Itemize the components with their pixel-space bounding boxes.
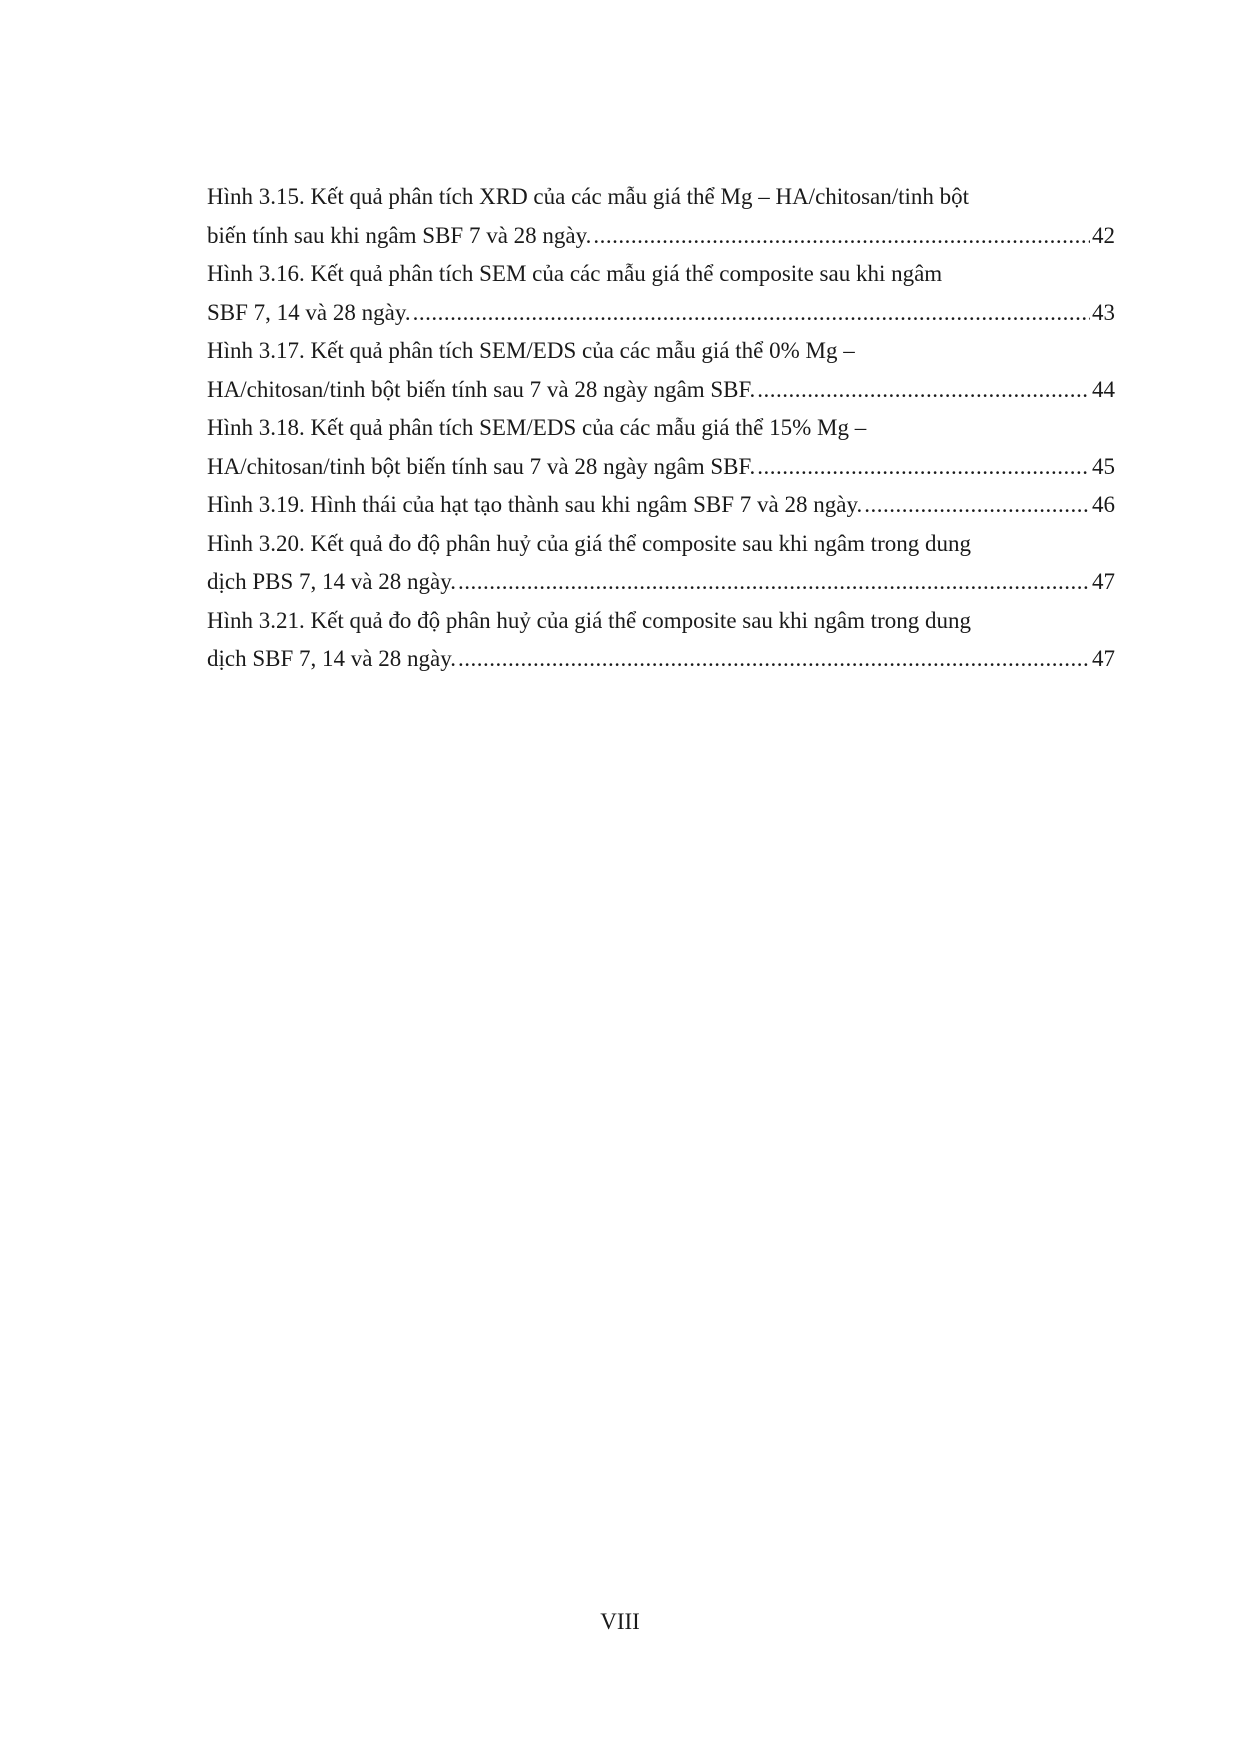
toc-page-number: 45	[1092, 453, 1115, 479]
toc-entry-title-continued: HA/chitosan/tinh bột biến tính sau 7 và 28 ngày ngâm SBF.	[207, 376, 756, 402]
toc-entry-line	[207, 448, 1115, 487]
toc-entry-title: Hình 3.19. Hình thái của hạt tạo thành sau khi ngâm SBF 7 và 28 ngày.	[207, 492, 863, 517]
dot-leader	[593, 217, 1090, 256]
dot-leader	[757, 448, 1090, 487]
toc-entry-3-21[interactable]	[207, 602, 1115, 679]
page-number-footer: VIII	[600, 1609, 640, 1634]
toc-entry-line	[207, 563, 1115, 602]
toc-page-number: 44	[1092, 376, 1115, 402]
toc-entry-title-continued: dịch PBS 7, 14 và 28 ngày.	[207, 569, 456, 594]
toc-entry-line	[207, 294, 1115, 333]
toc-entry-3-17[interactable]	[207, 332, 1115, 409]
toc-entry-line	[207, 640, 1115, 679]
toc-entry-3-15[interactable]	[207, 178, 1115, 255]
toc-entry-title: Hình 3.15. Kết quả phân tích XRD của các mẫu giá thể Mg – HA/chitosan/tinh bột	[207, 184, 970, 209]
toc-entry-title: Hình 3.16. Kết quả phân tích SEM của các mẫu giá thể composite sau khi ngâm	[207, 261, 943, 286]
toc-entry-3-19[interactable]	[207, 486, 1115, 525]
toc-entry-title: Hình 3.21. Kết quả đo độ phân huỷ của giá thể composite sau khi ngâm trong dung	[207, 607, 971, 633]
dot-leader	[864, 486, 1090, 525]
toc-entry-title-continued: HA/chitosan/tinh bột biến tính sau 7 và 28 ngày ngâm SBF.	[207, 453, 756, 479]
toc-entry-line	[207, 486, 1115, 525]
toc-entry-title-continued: SBF 7, 14 và 28 ngày.	[207, 299, 411, 325]
toc-entry-line	[207, 371, 1115, 410]
toc-page-number: 47	[1092, 569, 1115, 594]
toc-entry-3-18[interactable]	[207, 409, 1115, 486]
toc-entry-line	[207, 217, 1115, 256]
list-of-figures	[207, 178, 1115, 679]
dot-leader	[458, 640, 1090, 679]
toc-entry-title-continued: biến tính sau khi ngâm SBF 7 và 28 ngày.	[207, 222, 592, 248]
toc-page-number: 42	[1092, 222, 1115, 248]
dot-leader	[413, 294, 1090, 333]
toc-page-number: 43	[1092, 299, 1115, 325]
dot-leader	[757, 371, 1090, 410]
toc-page-number: 47	[1092, 646, 1115, 671]
toc-entry-title: Hình 3.18. Kết quả phân tích SEM/EDS của các mẫu giá thể 15% Mg –	[207, 415, 867, 440]
dot-leader	[458, 563, 1090, 602]
toc-page-number: 46	[1092, 492, 1115, 517]
toc-entry-title: Hình 3.20. Kết quả đo độ phân huỷ của giá thể composite sau khi ngâm trong dung	[207, 530, 971, 556]
toc-entry-3-16[interactable]	[207, 255, 1115, 332]
toc-entry-title: Hình 3.17. Kết quả phân tích SEM/EDS của các mẫu giá thể 0% Mg –	[207, 338, 855, 363]
toc-entry-title-continued: dịch SBF 7, 14 và 28 ngày.	[207, 646, 456, 671]
toc-entry-3-20[interactable]	[207, 525, 1115, 602]
